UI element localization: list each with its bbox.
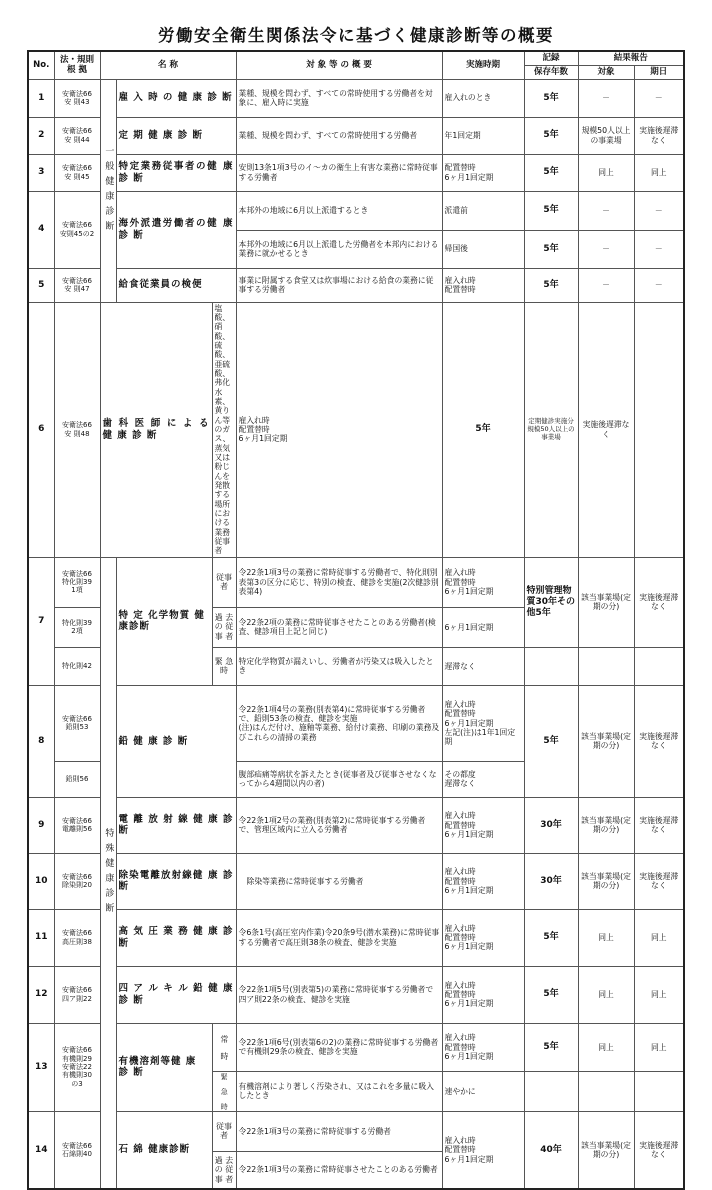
header-name: 名 称: [100, 51, 236, 79]
row-timing: 雇入れ時 配置替時 6ヶ月1回定期 左記(注)は1年1回定期: [442, 685, 524, 761]
row-sub-label: 過 去 の 従 事 者: [212, 1151, 236, 1189]
row-law: 鉛則56: [54, 761, 100, 797]
table-row: [28, 268, 684, 302]
row-report-target: －: [578, 268, 634, 302]
row-report-target: －: [578, 230, 634, 268]
row-name: 特 定 化学物質 健康診断: [116, 557, 212, 685]
header-report-target: 対象: [578, 65, 634, 79]
row-law: 安衛法66 安 則43: [54, 79, 100, 117]
row-timing: 雇入れのとき: [442, 79, 524, 117]
row-report-due: 同上: [634, 154, 684, 191]
row-no: 3: [28, 154, 54, 191]
row-report-due: 同上: [634, 909, 684, 966]
row-no: 11: [28, 909, 54, 966]
row-object: 令22条1項5号(別表第5)の業務に常時従事する労働者で四ア則22条の検査、健診を実施: [236, 966, 442, 1023]
row-object: 事業に附属する食堂又は炊事場における給食の業務に従事する労働者: [236, 268, 442, 302]
row-object: 業種、規模を問わず、すべての常時使用する労働者を対象に、雇入時に実施: [236, 79, 442, 117]
row-no: 9: [28, 797, 54, 853]
row-report-due: 実施後遅滞なく: [634, 557, 684, 647]
table-row: [28, 853, 684, 909]
row-object: 特定化学物質が漏えいし、労働者が汚染又は吸入したとき: [236, 647, 442, 685]
row-object: 塩酸、硝酸、硫酸、亜硫酸、弗化水素、黄りん等のガス、蒸気又は粉じんを発散する場所における業務従事者: [212, 302, 236, 557]
table-row: [28, 797, 684, 853]
row-report-target: 定期健診実施分規模50人以上の事業場: [524, 302, 578, 557]
row-retention: 5年: [524, 191, 578, 230]
row-report-target: －: [578, 79, 634, 117]
row-timing: 雇入れ時 配置替時 6ヶ月1回定期: [236, 302, 442, 557]
row-object: 安則13条1項3号のイ～カの衛生上有害な業務に常時従事する労働者: [236, 154, 442, 191]
row-object: 本邦外の地域に6月以上派遣した労働者を本邦内における業務に就かせるとき: [236, 230, 442, 268]
row-timing: その都度 遅滞なく: [442, 761, 524, 797]
table-row: [28, 154, 684, 191]
row-law: 安衛法66 特化則39 1項: [54, 557, 100, 607]
row-law: 安衛法66 安則45の2: [54, 191, 100, 268]
row-law: 安衛法66 有機則29 安衛法22 有機則30 の3: [54, 1023, 100, 1111]
row-timing: 派遣前: [442, 191, 524, 230]
row-report-due: 実施後遅滞なく: [634, 685, 684, 797]
row-name: 定 期 健 康 診 断: [116, 117, 236, 154]
row-report-target: 規模50人以上の事業場: [578, 117, 634, 154]
row-timing: 雇入れ時 配置替時 6ヶ月1回定期: [442, 853, 524, 909]
row-law: 安衛法66 安 則48: [54, 302, 100, 557]
row-report-target: 該当事業場(定期の分): [578, 557, 634, 647]
row-law: 特化則42: [54, 647, 100, 685]
page-title: 労働安全衛生関係法令に基づく健康診断等の概要: [158, 26, 554, 45]
row-timing: 雇入れ時 配置替時 6ヶ月1回定期: [442, 557, 524, 607]
row-report-due: －: [634, 79, 684, 117]
row-timing: 雇入れ時 配置替時 6ヶ月1回定期: [442, 797, 524, 853]
row-object: 腹部疝痛等病状を訴えたとき(従事者及び従事させなくなってから4週間以内の者): [236, 761, 442, 797]
row-no: 8: [28, 685, 54, 797]
row-report-target: 該当事業場(定期の分): [578, 1111, 634, 1189]
row-retention: 5年: [442, 302, 524, 557]
row-report-due: 同上: [634, 966, 684, 1023]
row-report-target: 同上: [578, 909, 634, 966]
header-retention: 保存年数: [524, 65, 578, 79]
table-row: [28, 191, 684, 230]
row-no: 2: [28, 117, 54, 154]
header-record: 記録: [524, 51, 578, 65]
row-timing: 雇入れ時 配置替時 6ヶ月1回定期: [442, 909, 524, 966]
header-no: No.: [28, 51, 54, 79]
row-object: 令6条1号(高圧室内作業)令20条9号(潜水業務)に常時従事する労働者で高圧則38条の検査、健診を実施: [236, 909, 442, 966]
row-no: 7: [28, 557, 54, 685]
row-retention: 5年: [524, 268, 578, 302]
row-name: 鉛 健 康 診 断: [116, 685, 236, 797]
row-law: 安衛法66 高圧則38: [54, 909, 100, 966]
header-object: 対 象 等 の 概 要: [236, 51, 442, 79]
row-timing: 速やかに: [442, 1071, 524, 1111]
row-object: 令22条1項3号の業務に常時従事する労働者: [236, 1111, 442, 1151]
row-law: 安衛法66 安 則44: [54, 117, 100, 154]
row-report-due: 実施後遅滞なく: [634, 1111, 684, 1189]
row-no: 10: [28, 853, 54, 909]
row-retention: 5年: [524, 154, 578, 191]
row-retention: 5年: [524, 79, 578, 117]
row-object: 令22条1項6号(別表第6の2)の業務に常時従事する労働者で有機則29条の検査、健診を実施: [236, 1023, 442, 1071]
row-retention: 30年: [524, 797, 578, 853]
row-name: 歯 科 医 師 に よ る 健 康 診 断: [100, 302, 212, 557]
row-timing: 雇入れ時 配置替時 6ヶ月1回定期: [442, 1023, 524, 1071]
row-timing: 雇入れ時 配置替時 6ヶ月1回定期: [442, 1111, 524, 1189]
row-sub-label: 過 去 の 従 事 者: [212, 607, 236, 647]
row-timing: 年1回定期: [442, 117, 524, 154]
row-object: 本邦外の地域に6月以上派遣するとき: [236, 191, 442, 230]
header-law: 法・規則 根 拠: [54, 51, 100, 79]
table-row: [28, 909, 684, 966]
row-no: 4: [28, 191, 54, 268]
row-report-due: 同上: [634, 1023, 684, 1071]
row-name: 石 綿 健康診断: [116, 1111, 212, 1189]
row-report-due: 実施後遅滞なく: [578, 302, 634, 557]
row-no: 12: [28, 966, 54, 1023]
row-no: 13: [28, 1023, 54, 1111]
group-special-label: 特殊健康診断: [100, 557, 116, 1189]
row-object: 令22条1項4号の業務(別表第4)に常時従事する労働者で、鉛則53条の検査、健診を実施 (注)はんだ付け、施釉等業務、給付け業務、印刷の業務及びこれらの清掃の業務: [236, 685, 442, 761]
row-law: 安衛法66 除染則20: [54, 853, 100, 909]
row-object: 令22条2項の業務に常時従事させたことのある労働者(検査、健診項目上記と同じ): [236, 607, 442, 647]
row-report-due: －: [634, 268, 684, 302]
row-report-due: －: [634, 230, 684, 268]
row-report-due: －: [634, 191, 684, 230]
row-name: 給食従業員の検便: [116, 268, 236, 302]
row-name: 海外派遣労働者の健 康 診 断: [116, 191, 236, 268]
row-retention: 5年: [524, 117, 578, 154]
group-general-label: 一般健康診断: [100, 79, 116, 302]
row-law: 安衛法66 鉛則53: [54, 685, 100, 761]
row-timing: 雇入れ時 配置替時: [442, 268, 524, 302]
row-law: 安衛法66 電離則56: [54, 797, 100, 853]
row-retention: 30年: [524, 853, 578, 909]
row-name: 有機溶剤等健 康 診 断: [116, 1023, 212, 1111]
health-checkup-table: [27, 50, 685, 1190]
row-no: 6: [28, 302, 54, 557]
row-sub-label: 緊 急 時: [212, 647, 236, 685]
row-retention: 5年: [524, 1023, 578, 1071]
row-report-target: 該当事業場(定期の分): [578, 685, 634, 797]
table-row: [28, 1111, 684, 1151]
table-row: [28, 79, 684, 117]
header-report-due: 期日: [634, 65, 684, 79]
table-row: [28, 1023, 684, 1071]
row-report-target: 同上: [578, 154, 634, 191]
row-law: 特化則39 2項: [54, 607, 100, 647]
row-timing: 配置替時 6ヶ月1回定期: [442, 154, 524, 191]
table-row: [28, 685, 684, 761]
row-sub-label: 常 時: [212, 1023, 236, 1071]
row-timing: 雇入れ時 配置替時 6ヶ月1回定期: [442, 966, 524, 1023]
header-report: 結果報告: [578, 51, 684, 65]
row-object: 令22条1項3号の業務に常時従事させたことのある労働者: [236, 1151, 442, 1189]
row-retention: 5年: [524, 685, 578, 797]
row-name: 除染電離放射線健 康 診 断: [116, 853, 236, 909]
table-row: [28, 557, 684, 607]
row-no: 5: [28, 268, 54, 302]
row-retention: 特別管理物質30年その他5年: [524, 557, 578, 647]
row-sub-label: 従事者: [212, 1111, 236, 1151]
row-report-due: 実施後遅滞なく: [634, 853, 684, 909]
row-name: 電 離 放 射 線 健 康 診 断: [116, 797, 236, 853]
row-law: 安衛法66 安 則45: [54, 154, 100, 191]
table-row: [28, 117, 684, 154]
row-report-target: －: [578, 191, 634, 230]
row-retention: 5年: [524, 966, 578, 1023]
table-row: [28, 966, 684, 1023]
row-timing: 帰国後: [442, 230, 524, 268]
row-object: 除染等業務に常時従事する労働者: [236, 853, 442, 909]
row-report-target: 同上: [578, 1023, 634, 1071]
row-object: 有機溶剤により著しく汚染され、又はこれを多量に吸入したとき: [236, 1071, 442, 1111]
row-report-target: 同上: [578, 966, 634, 1023]
header-timing: 実施時期: [442, 51, 524, 79]
row-name: 高 気 圧 業 務 健 康 診 断: [116, 909, 236, 966]
row-report-target: 該当事業場(定期の分): [578, 853, 634, 909]
row-law: 安衛法66 四ア則22: [54, 966, 100, 1023]
row-no: 1: [28, 79, 54, 117]
row-name: 雇 入 時 の 健 康 診 断: [116, 79, 236, 117]
row-law: 安衛法66 安 則47: [54, 268, 100, 302]
row-name: 特定業務従事者の健 康 診 断: [116, 154, 236, 191]
row-object: 令22条1項2号の業務(別表第2)に常時従事する労働者で、管理区域内に立入る労働者: [236, 797, 442, 853]
row-report-due: 実施後遅滞なく: [634, 797, 684, 853]
row-sub-label: 従事者: [212, 557, 236, 607]
row-report-due: 実施後遅滞なく: [634, 117, 684, 154]
row-retention: 5年: [524, 909, 578, 966]
row-object: 業種、規模を問わず、すべての常時使用する労働者: [236, 117, 442, 154]
row-retention: 5年: [524, 230, 578, 268]
table-row: [28, 302, 684, 557]
row-law: 安衛法66 石綿則40: [54, 1111, 100, 1189]
row-retention: 40年: [524, 1111, 578, 1189]
row-report-target: 該当事業場(定期の分): [578, 797, 634, 853]
row-timing: 6ヶ月1回定期: [442, 607, 524, 647]
row-timing: 遅滞なく: [442, 647, 524, 685]
row-no: 14: [28, 1111, 54, 1189]
row-sub-label: 緊 急 時: [212, 1071, 236, 1111]
row-object: 令22条1項3号の業務に常時従事する労働者で、特化則別表第3の区分に応じ、特別の検査、健診を実施(2次健診別表第4): [236, 557, 442, 607]
row-name: 四 ア ル キ ル 鉛 健 康 診 断: [116, 966, 236, 1023]
